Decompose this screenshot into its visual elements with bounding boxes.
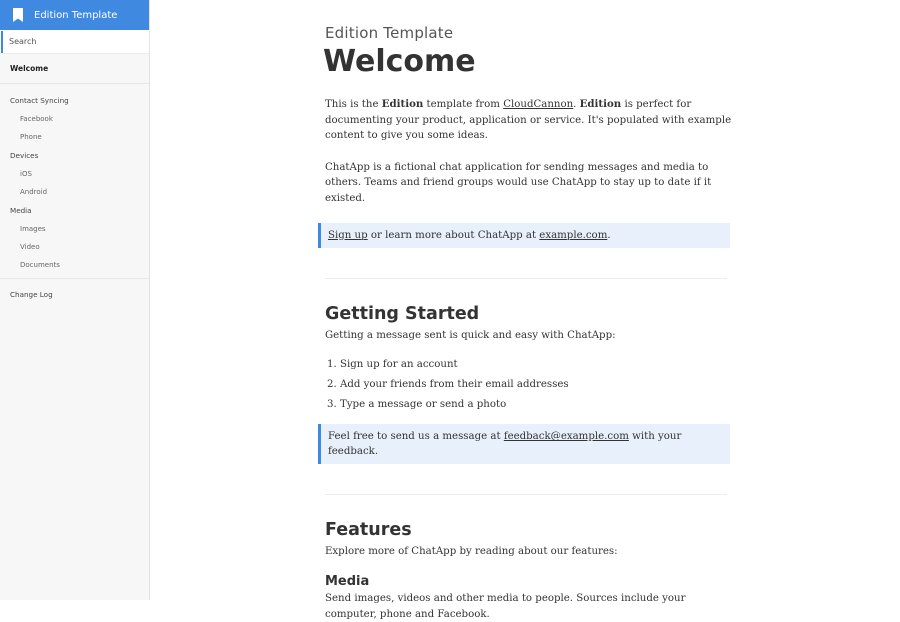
intro-text-4: is perfect for documenting your product, application or service. It's populated with example content to give you some ideas. bbox=[325, 99, 732, 142]
brand-title: Edition Template bbox=[34, 9, 118, 21]
callout-text-2: . bbox=[607, 229, 611, 241]
page-kicker: Edition Template bbox=[325, 24, 454, 42]
brand-header[interactable] bbox=[0, 0, 149, 30]
sidebar-item-contact-syncing[interactable]: Contact Syncing bbox=[10, 96, 69, 105]
media-description: Send images, videos and other media to people. Sources include your computer, phone and Facebook. bbox=[325, 592, 686, 620]
example-com-link[interactable]: example.com bbox=[539, 229, 608, 241]
sidebar-item-facebook[interactable]: Facebook bbox=[20, 115, 53, 123]
steps-list bbox=[325, 357, 735, 412]
sidebar-item-devices[interactable]: Devices bbox=[10, 151, 39, 160]
sidebar-item-welcome[interactable]: Welcome bbox=[0, 54, 149, 84]
bookmark-icon bbox=[12, 8, 24, 22]
section-divider bbox=[325, 278, 727, 279]
search-box bbox=[0, 30, 149, 54]
sidebar-item-phone[interactable]: Phone bbox=[20, 133, 42, 141]
features-intro: Explore more of ChatApp by reading about our features: bbox=[325, 546, 618, 558]
feedback-email-link[interactable]: feedback@example.com bbox=[503, 431, 629, 443]
intro-paragraph bbox=[325, 97, 735, 144]
intro-text-2: template from bbox=[423, 99, 504, 110]
feedback-callout bbox=[318, 424, 730, 464]
sidebar-item-documents[interactable]: Documents bbox=[20, 261, 60, 269]
main-content bbox=[325, 24, 735, 622]
sidebar-item-change-log[interactable]: Change Log bbox=[10, 290, 53, 299]
intro-bold-2: Edition bbox=[579, 98, 622, 110]
sidebar-item-android[interactable]: Android bbox=[20, 188, 48, 196]
features-heading: Features bbox=[325, 520, 412, 541]
intro-bold-1: Edition bbox=[381, 98, 424, 110]
signup-callout bbox=[318, 223, 730, 248]
sidebar-item-media[interactable]: Media bbox=[10, 206, 32, 215]
sidebar-item-ios[interactable]: iOS bbox=[20, 170, 32, 178]
list-item: 2. Add your friends from their email addresses bbox=[340, 377, 735, 393]
sidebar-item-video[interactable]: Video bbox=[20, 243, 40, 251]
media-heading: Media bbox=[325, 573, 370, 589]
cloudcannon-link[interactable]: CloudCannon bbox=[503, 99, 574, 110]
sign-up-link[interactable]: Sign up bbox=[328, 229, 368, 241]
callout-text-1: or learn more about ChatApp at bbox=[367, 229, 540, 241]
search-input[interactable] bbox=[9, 37, 139, 46]
intro-text-1: This is the bbox=[325, 99, 382, 110]
sidebar-item-images[interactable]: Images bbox=[20, 225, 46, 233]
chatapp-paragraph: ChatApp is a fictional chat application for sending messages and media to others. Teams and friend groups would use ChatApp to stay up to date if it existed. bbox=[325, 161, 712, 204]
sidebar bbox=[0, 0, 150, 600]
intro-text-3: . bbox=[573, 99, 580, 110]
list-item: 1. Sign up for an account bbox=[340, 357, 735, 373]
getting-started-heading: Getting Started bbox=[325, 303, 480, 324]
page-title: Welcome bbox=[323, 44, 476, 79]
section-divider bbox=[325, 494, 727, 495]
nav-group-contact-syncing bbox=[0, 84, 149, 279]
getting-started-intro: Getting a message sent is quick and easy with ChatApp: bbox=[325, 329, 616, 341]
feedback-text-2: with your feedback. bbox=[328, 431, 682, 458]
list-item: 3. Type a message or send a photo bbox=[340, 397, 735, 413]
feedback-text-1: Feel free to send us a message at bbox=[328, 431, 504, 443]
